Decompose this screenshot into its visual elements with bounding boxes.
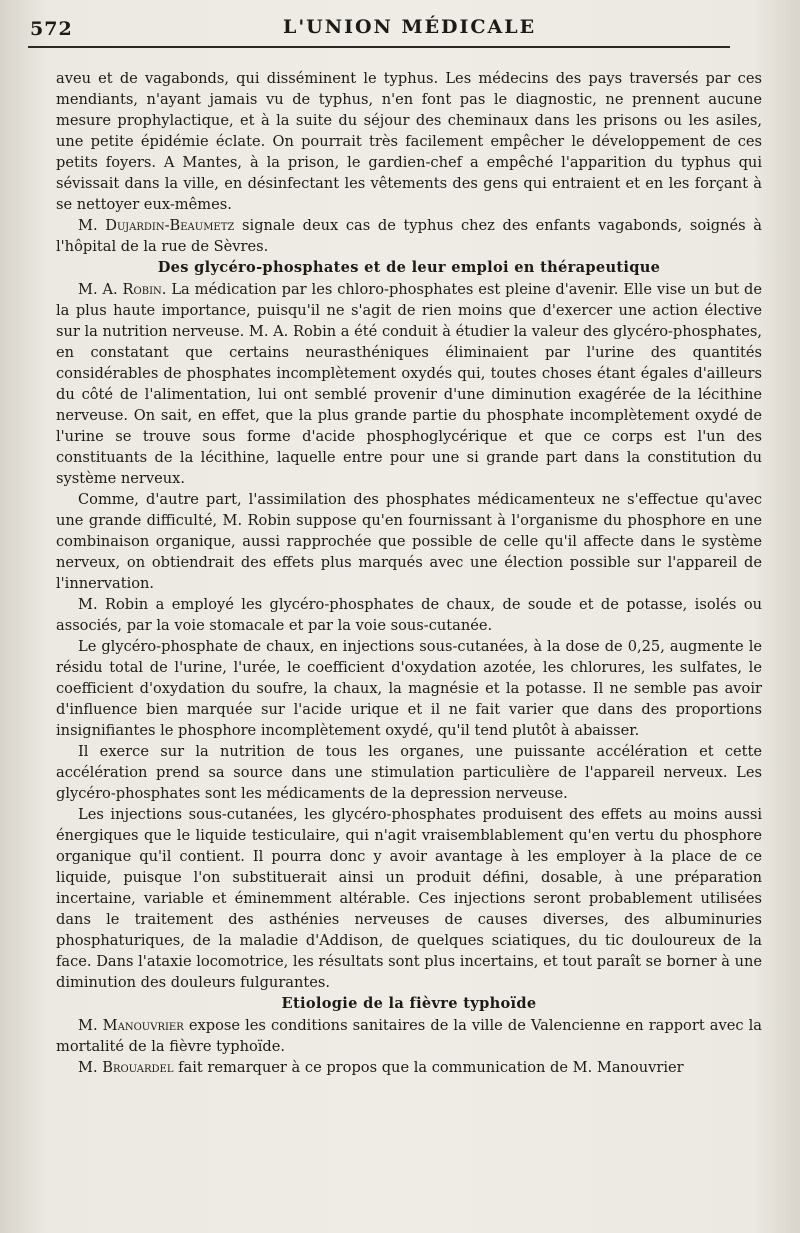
paragraph-text: Comme, d'autre part, l'assimilation des phosphates médicamenteux ne s'effectue qu'avec une grande difficulté, M. Robin suppose qu'en fournissant à l'organisme du phosphore en une combinaison organique, aussi rapprochée que possible de celle qu'il affecte dans le système nerveux, on obtiendrait des effets plus marqués avec une élection possible sur l'appareil de l'innervation. [56,491,762,592]
paragraph-text: La médication par les chloro-phosphates est pleine d'avenir. Elle vise un but de la plus haute importance, puisqu'il ne s'agit de rien moins que d'exercer une action élective sur la nutrition nerveuse. M. A. Robin a été conduit à étudier la valeur des glycéro-phosphates, en constatant que certains neurasthéniques éliminaient par l'urine des quantités considérables de phosphates incomplètement oxydés qui, toutes choses étant égales d'ailleurs du côté de l'alimentation, lui ont semblé provenir d'une diminution exagérée de la lécithine nerveuse. On sait, en effet, que la plus grande partie du phosphate incomplètement oxydé de l'urine se trouve sous forme d'acide phosphoglycérique et que ce corps est l'un des constituants de la lécithine, laquelle entre pour une si grande part dans la constitution du système nerveux. [56,281,762,487]
page-number: 572 [30,18,73,40]
paragraph-text: Le glycéro-phosphate de chaux, en injections sous-cutanées, à la dose de 0,25, augmente le résidu total de l'urine, l'urée, le coefficient d'oxydation azotée, les chlorures, les sulfates, le coefficient d'oxydation du soufre, la chaux, la magnésie et la potasse. Il ne semble pas avoir d'influence bien marquée sur l'acide urique et il ne fait varier que dans des proportions insignifiantes le phosphore incomplètement oxydé, qu'il tend plutôt à abaisser. [56,638,762,739]
paragraph-text: signale deux cas de typhus chez des enfants vagabonds, soignés à l'hôpital de la rue de Sèvres. [56,217,763,255]
header-rule [28,46,730,48]
paragraph-manouvrier [56,1015,762,1057]
speaker-name: M. Dujardin-Beaumetz [78,217,235,234]
paragraph-brouardel [56,1057,762,1078]
paragraph-vagabonds [56,68,762,215]
paragraph-chaux [56,636,762,741]
paragraph-text: Il exerce sur la nutrition de tous les organes, une puissante accélération et cette accélération prend sa source dans une stimulation particulière de l'appareil nerveux. Les glycéro-phosphates sont les médicaments de la depression nerveuse. [56,743,762,802]
speaker-name: M. A. Robin. [78,281,167,298]
heading-etiologie: Etiologie de la fièvre typhoïde [281,995,537,1012]
page-header [28,12,740,42]
speaker-name: M. Manouvrier [78,1017,184,1034]
paragraph-injections [56,804,762,993]
running-title: L'UNION MÉDICALE [283,16,537,38]
heading-glycero-phosphates: Des glycéro-phosphates et de leur emploi en thérapeutique [157,259,661,276]
paragraph-dujardin-beaumetz [56,215,762,257]
paragraph-text: aveu et de vagabonds, qui disséminent le typhus. Les médecins des pays traversés par ces mendiants, n'ayant jamais vu de typhus, n'en font pas le diagnostic, ne prennent aucune mesure prophylactique, et à la suite du séjour des cheminaux dans les prisons ou les asiles, une petite épidémie éclate. On pourrait très facilement empêcher le développement de ces petits foyers. A Mantes, à la prison, le gardien-chef a empêché l'apparition du typhus qui sévissait dans la ville, en désinfectant les vêtements des gens qui entraient et en les forçant à se nettoyer eux-mêmes. [56,70,762,213]
article-body [56,68,762,1078]
paragraph-assimilation [56,489,762,594]
paragraph-nutrition [56,741,762,804]
paragraph-text: Les injections sous-cutanées, les glycéro-phosphates produisent des effets au moins aussi énergiques que le liquide testiculaire, qui n'agit vraisemblablement qu'en vertu du phosphore organique qu'il contient. Il pourra donc y avoir avantage à les employer à la place de ce liquide, puisque l'on substituerait ainsi un produit défini, dosable, à une préparation incertaine, variable et éminemment altérable. Ces injections seront probablement utilisées dans le traitement des asthénies nerveuses de causes diverses, des albuminuries phosphaturiques, de la maladie d'Addison, de quelques sciatiques, du tic douloureux de la face. Dans l'ataxie locomotrice, les résultats sont plus incertains, et tout paraît se borner à une diminution des douleurs fulgurantes. [56,806,762,991]
paragraph-text: M. Robin a employé les glycéro-phosphates de chaux, de soude et de potasse, isolés ou associés, par la voie stomacale et par la voie sous-cutanée. [56,596,762,634]
paragraph-text: expose les conditions sanitaires de la ville de Valencienne en rapport avec la mortalité de la fièvre typhoïde. [56,1017,763,1055]
paragraph-employ [56,594,762,636]
paragraph-robin-intro [56,279,762,489]
paragraph-text: fait remarquer à ce propos que la communication de M. Manouvrier [178,1059,684,1076]
speaker-name: M. Brouardel [78,1059,174,1076]
